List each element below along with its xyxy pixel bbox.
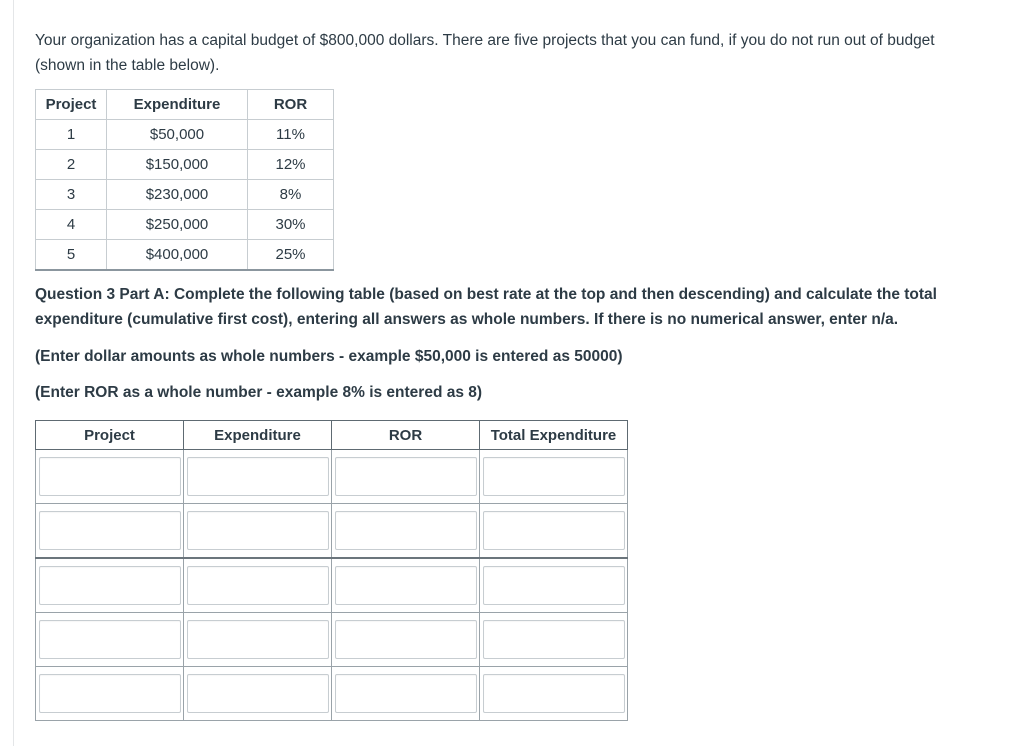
- total-expenditure-answer-input[interactable]: [483, 457, 625, 496]
- answer-row: [36, 450, 628, 504]
- ror-instruction: (Enter ROR as a whole number - example 8% is entered as 8): [35, 384, 483, 401]
- cell-expenditure: $230,000: [107, 180, 248, 210]
- cell-ror: 25%: [248, 240, 334, 271]
- total-expenditure-answer-input[interactable]: [483, 566, 625, 605]
- answer-header-project: Project: [36, 421, 184, 450]
- answer-cell: [36, 450, 184, 504]
- expenditure-answer-input[interactable]: [187, 457, 329, 496]
- projects-header-row: [36, 90, 334, 120]
- cell-project: 5: [36, 240, 107, 271]
- answer-header-row: [36, 421, 628, 450]
- answer-cell: [184, 450, 332, 504]
- cell-project: 1: [36, 120, 107, 150]
- table-row: [36, 210, 334, 240]
- answer-cell: [332, 667, 480, 721]
- answer-cell: [480, 667, 628, 721]
- answer-row: [36, 613, 628, 667]
- answer-cell: [184, 667, 332, 721]
- answer-header-total-expenditure: Total Expenditure: [480, 421, 628, 450]
- ror-answer-input[interactable]: [335, 566, 477, 605]
- project-answer-input[interactable]: [39, 674, 181, 713]
- expenditure-answer-input[interactable]: [187, 620, 329, 659]
- cell-ror: 12%: [248, 150, 334, 180]
- answer-row: [36, 667, 628, 721]
- expenditure-answer-input[interactable]: [187, 566, 329, 605]
- project-answer-input[interactable]: [39, 566, 181, 605]
- total-expenditure-answer-input[interactable]: [483, 511, 625, 550]
- answer-cell: [184, 504, 332, 559]
- answer-cell: [36, 613, 184, 667]
- answer-cell: [184, 613, 332, 667]
- table-row: [36, 180, 334, 210]
- answer-cell: [332, 450, 480, 504]
- answer-cell: [36, 558, 184, 613]
- total-expenditure-answer-input[interactable]: [483, 674, 625, 713]
- ror-answer-input[interactable]: [335, 620, 477, 659]
- answer-header-expenditure: Expenditure: [184, 421, 332, 450]
- project-answer-input[interactable]: [39, 511, 181, 550]
- expenditure-answer-input[interactable]: [187, 674, 329, 713]
- dollar-instruction: (Enter dollar amounts as whole numbers - example $50,000 is entered as 50000): [35, 348, 623, 365]
- cell-ror: 8%: [248, 180, 334, 210]
- answer-cell: [332, 504, 480, 559]
- intro-line-2: (shown in the table below).: [35, 57, 220, 74]
- ror-answer-input[interactable]: [335, 457, 477, 496]
- total-expenditure-answer-input[interactable]: [483, 620, 625, 659]
- header-ror: ROR: [248, 90, 334, 120]
- answer-cell: [332, 558, 480, 613]
- question-text: [35, 282, 995, 332]
- answer-cell: [480, 450, 628, 504]
- cell-ror: 30%: [248, 210, 334, 240]
- cell-expenditure: $150,000: [107, 150, 248, 180]
- project-answer-input[interactable]: [39, 620, 181, 659]
- intro-line-1: Your organization has a capital budget of $800,000 dollars. There are five projects that you can fund, if you do not run out of budget: [35, 32, 935, 49]
- answer-cell: [480, 504, 628, 559]
- table-row: [36, 150, 334, 180]
- cell-project: 4: [36, 210, 107, 240]
- header-project: Project: [36, 90, 107, 120]
- cell-expenditure: $400,000: [107, 240, 248, 271]
- answer-row: [36, 558, 628, 613]
- answer-cell: [184, 558, 332, 613]
- answer-cell: [332, 613, 480, 667]
- ror-answer-input[interactable]: [335, 674, 477, 713]
- answer-cell: [480, 558, 628, 613]
- ror-answer-input[interactable]: [335, 511, 477, 550]
- project-answer-input[interactable]: [39, 457, 181, 496]
- intro-paragraph: [35, 28, 1005, 78]
- cell-expenditure: $50,000: [107, 120, 248, 150]
- cell-project: 2: [36, 150, 107, 180]
- question-line-2: expenditure (cumulative first cost), entering all answers as whole numbers. If there is no numerical answer, enter n/a.: [35, 311, 899, 328]
- cell-expenditure: $250,000: [107, 210, 248, 240]
- table-row: [36, 240, 334, 271]
- answer-cell: [480, 613, 628, 667]
- table-row: [36, 120, 334, 150]
- left-border-rule: [13, 0, 14, 746]
- header-expenditure: Expenditure: [107, 90, 248, 120]
- question-line-1: Question 3 Part A: Complete the following table (based on best rate at the top and then descending) and calculate the total: [35, 286, 937, 303]
- answer-table: [35, 420, 628, 721]
- answer-row: [36, 504, 628, 559]
- answer-header-ror: ROR: [332, 421, 480, 450]
- answer-cell: [36, 504, 184, 559]
- expenditure-answer-input[interactable]: [187, 511, 329, 550]
- cell-ror: 11%: [248, 120, 334, 150]
- cell-project: 3: [36, 180, 107, 210]
- answer-cell: [36, 667, 184, 721]
- projects-table: [35, 89, 334, 271]
